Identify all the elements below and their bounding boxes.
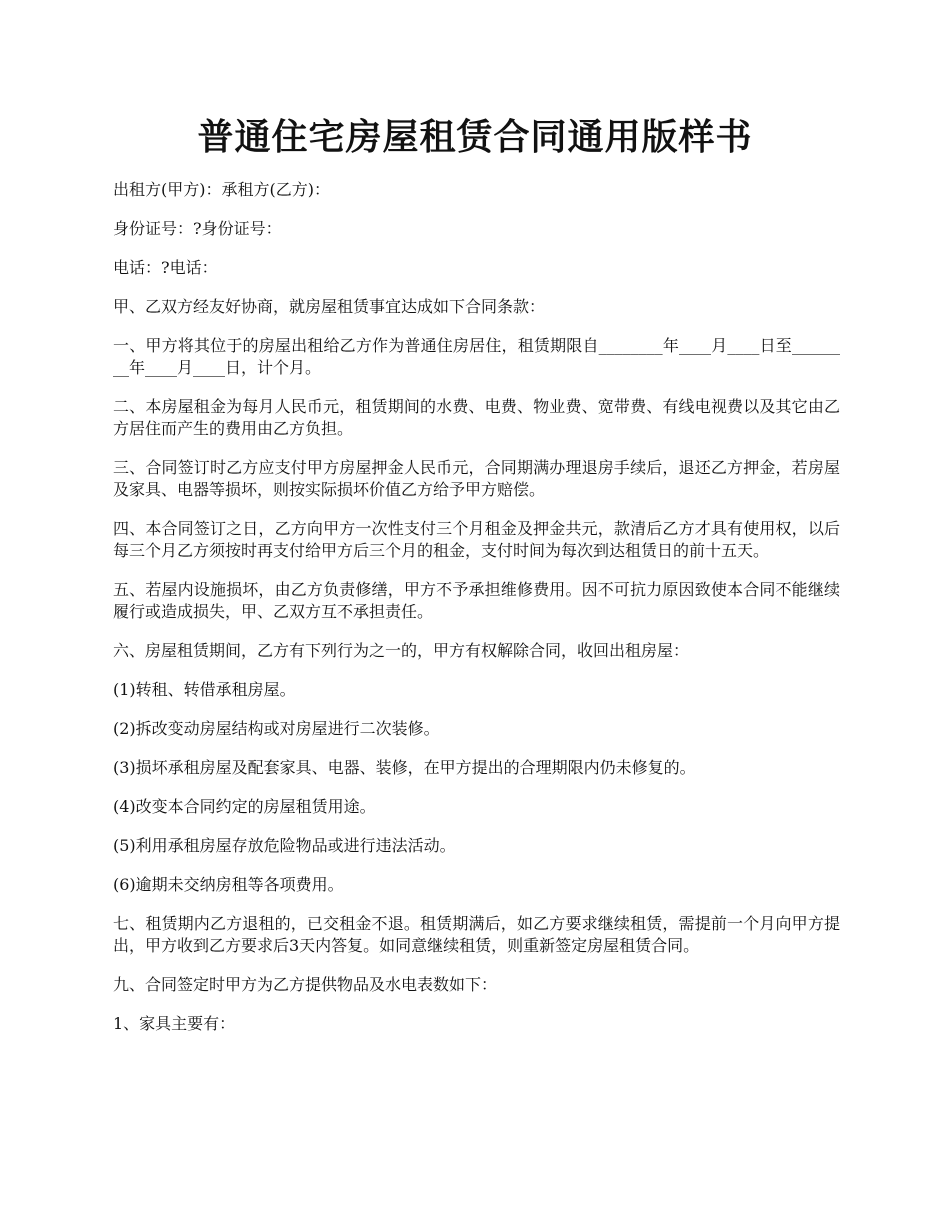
preamble: 甲、乙双方经友好协商，就房屋租赁事宜达成如下合同条款： xyxy=(113,297,546,316)
clause-4: 四、本合同签订之日，乙方向甲方一次性支付三个月租金及押金共元，款清后乙方才具有使用权，以后每三个月乙方须按时再支付给甲方后三个月的租金，支付时间为每次到达租赁日的前十五天。 xyxy=(113,519,840,560)
clause-9-item-1: 1、家具主要有： xyxy=(113,1014,236,1033)
clause-6-item-2: (2)拆改变动房屋结构或对房屋进行二次装修。 xyxy=(113,719,440,738)
id-numbers: 身份证号：?身份证号： xyxy=(113,219,282,238)
clause-6-item-6: (6)逾期未交纳房租等各项费用。 xyxy=(113,875,344,894)
clause-3: 三、合同签订时乙方应支付甲方房屋押金人民币元，合同期满办理退房手续后，退还乙方押金，若房屋及家具、电器等损坏，则按实际损坏价值乙方给予甲方赔偿。 xyxy=(113,458,840,499)
phone-numbers: 电话：?电话： xyxy=(113,258,218,277)
clause-6-item-5: (5)利用承租房屋存放危险物品或进行违法活动。 xyxy=(113,836,456,855)
party-names: 出租方(甲方)：承租方(乙方)： xyxy=(113,180,330,199)
clause-6-item-1: (1)转租、转借承租房屋。 xyxy=(113,680,296,699)
clause-1: 一、甲方将其位于的房屋出租给乙方作为普通住房居住，租赁期限自________年____月____日至________年____月____日，计个月。 xyxy=(113,336,840,377)
clause-6-item-4: (4)改变本合同约定的房屋租赁用途。 xyxy=(113,797,376,816)
document-body xyxy=(113,179,840,1052)
clause-7: 七、租赁期内乙方退租的，已交租金不退。租赁期满后，如乙方要求继续租赁，需提前一个月向甲方提出，甲方收到乙方要求后3天内答复。如同意继续租赁，则重新签定房屋租赁合同。 xyxy=(113,914,840,955)
clause-9: 九、合同签定时甲方为乙方提供物品及水电表数如下： xyxy=(113,975,498,994)
clause-6: 六、房屋租赁期间，乙方有下列行为之一的，甲方有权解除合同，收回出租房屋： xyxy=(113,641,690,660)
clause-2: 二、本房屋租金为每月人民币元，租赁期间的水费、电费、物业费、宽带费、有线电视费以及其它由乙方居住而产生的费用由乙方负担。 xyxy=(113,397,840,438)
clause-5: 五、若屋内设施损坏，由乙方负责修缮，甲方不予承担维修费用。因不可抗力原因致使本合同不能继续履行或造成损失，甲、乙双方互不承担责任。 xyxy=(113,580,840,621)
clause-6-item-3: (3)损坏承租房屋及配套家具、电器、装修，在甲方提出的合理期限内仍未修复的。 xyxy=(113,758,696,777)
document-title: 普通住宅房屋租赁合同通用版样书 xyxy=(197,116,753,158)
